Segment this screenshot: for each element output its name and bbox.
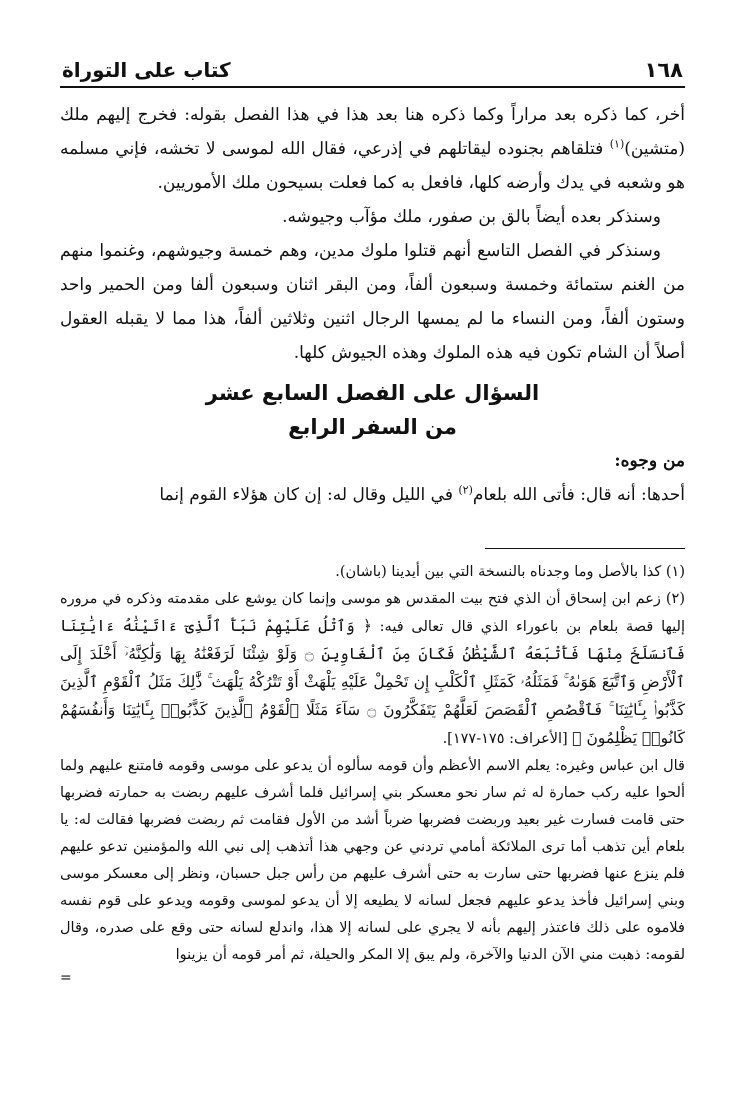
footnote-2-continued: قال ابن عباس وغيره: يعلم الاسم الأعظم وأن قومه سألوه أن يدعو على موسى وقومه فامتنع عليهم ولما ألحوا عليه ركب حمارة له ثم سار نحو معسكر بني إسرائيل فلما أشرف عليهم ربضت به حمارته فضربها حتى قامت فسارت غير بعيد وربضت فضربها ضرباً أشد من الأول فقامت ثم ربضت فضربها فقالت له: يا بلعام أين تذهب أما ترى الملائكة أمامي تردني عن وجهي هذا أتذهب إلى نبي الله والمؤمنين تدعو عليهم فلم ينزع عنها فضربها حتى سارت به حتى أشرف عليهم من رأس جبل حسبان، ونظر إلى معسكر موسى وبني إسرائيل فأخذ يدعو عليهم فجعل لسانه لا يطيعه إلا أن يدعو لموسى وقومه ويدعو على قوم نفسه فلاموه على ذلك فاعتذر إليهم بأنه لا يجري على لسانه إلا هذا، واندلع لسانه حتى وقع على صدره، وقال لقومه: ذهبت مني الآن الدنيا والآخرة، ولم يبق إلا المكر والحيلة، ثم أمر قومه أن يزينوا [60, 758, 685, 963]
footnote-divider [485, 548, 685, 549]
book-page [60, 48, 685, 1068]
verse-citation: [الأعراف: ١٧٥-١٧٧]. [442, 731, 573, 747]
main-text [60, 98, 685, 512]
page-number: ١٦٨ [644, 58, 683, 82]
section-heading [60, 376, 685, 444]
footnote-2 [60, 586, 685, 753]
paragraph-1-part-b: فتلقاهم بجنوده ليقاتلهم في إذرعي، فقال الله لموسى لا تخشه، فإني مسلمه هو وشعبه في يدك وأرضه كلها، فافعل به كما فعلت بسيحون ملك الأموريين. [60, 139, 685, 193]
section-heading-line-2: من السفر الرابع [288, 415, 457, 439]
paragraph-1-part-a: أخر، كما ذكره بعد مراراً وكما ذكره هنا بعد هذا في هذا الفصل بقوله: فخرج إليهم ملك (متشين) [60, 105, 685, 159]
footnote-2-intro: (٢) زعم ابن إسحاق أن الذي فتح بيت المقدس هو موسى وإنما كان يوشع على مقدمته وذكره في مروره إليها قصة بلعام بن باعوراء الذي قال تعالى فيه: [60, 591, 685, 635]
continuation-mark: = [60, 970, 72, 986]
footnotes [60, 559, 685, 992]
page-header [60, 48, 685, 88]
paragraph-4-part-b: في الليل وقال له: إن كان هؤلاء القوم إنما [159, 485, 459, 505]
running-title: كتاب على التوراة [62, 58, 231, 82]
section-heading-line-1: السؤال على الفصل السابع عشر [205, 381, 540, 405]
aspects-intro: من وجوه: [614, 451, 685, 471]
quran-verse: ﴿ وَٱتْلُ عَلَيْهِمْ نَبَأَ ٱلَّذِىٓ ءَاتَيْنَٰهُ ءَايَٰتِنَا فَٱنسَلَخَ مِنْهَا فَأَتْبَعَهُ ٱلشَّيْطَٰنُ فَكَانَ مِنَ ٱلْغَاوِينَ ۝ وَلَوْ شِئْنَا لَرَفَعْنَٰهُ بِهَا وَلَٰكِنَّهُۥٓ أَخْلَدَ إِلَى ٱلْأَرْضِ وَٱتَّبَعَ هَوَىٰهُ ۚ فَمَثَلُهُۥ كَمَثَلِ ٱلْكَلْبِ إِن تَحْمِلْ عَلَيْهِ يَلْهَثْ أَوْ تَتْرُكْهُ يَلْهَث ۚ ذَّٰلِكَ مَثَلُ ٱلْقَوْمِ ٱلَّذِينَ كَذَّبُوا۟ بِـَٔايَٰتِنَا ۚ فَٱقْصُصِ ٱلْقَصَصَ لَعَلَّهُمْ يَتَفَكَّرُونَ ۝ سَآءَ مَثَلًا ٱلْقَوْمُ ٱلَّذِينَ كَذَّبُوا۟ بِـَٔايَٰتِنَا وَأَنفُسَهُمْ كَانُوا۟ يَظْلِمُونَ ﴾ [60, 617, 685, 747]
footnote-ref-1: (١) [609, 137, 625, 151]
paragraph-4-part-a: أحدها: أنه قال: فأتى الله بلعام [472, 485, 685, 505]
paragraph-4 [60, 478, 685, 512]
paragraph-2: وسنذكر بعده أيضاً بالق بن صفور، ملك مؤآب وجيوشه. [282, 207, 661, 227]
paragraph-1 [60, 98, 685, 200]
paragraph-3: وسنذكر في الفصل التاسع أنهم قتلوا ملوك مدين، وهم خمسة وجيوشهم، وغنموا منهم من الغنم ستمائة وخمسة وسبعون ألفاً، ومن البقر اثنان وسبعون ألفا ومن الحمير واحد وستون ألفاً، ومن النساء ما لم يمسها الرجال اثنين وثلاثين ألفاً، هذا مما لا يقبله العقول أصلاً أن الشام تكون فيه هذه الملوك وهذه الجيوش كلها. [60, 241, 685, 363]
footnote-1: (١) كذا بالأصل وما وجدناه بالنسخة التي بين أيدينا (باشان). [335, 564, 685, 580]
footnote-ref-2: (٢) [458, 483, 473, 497]
